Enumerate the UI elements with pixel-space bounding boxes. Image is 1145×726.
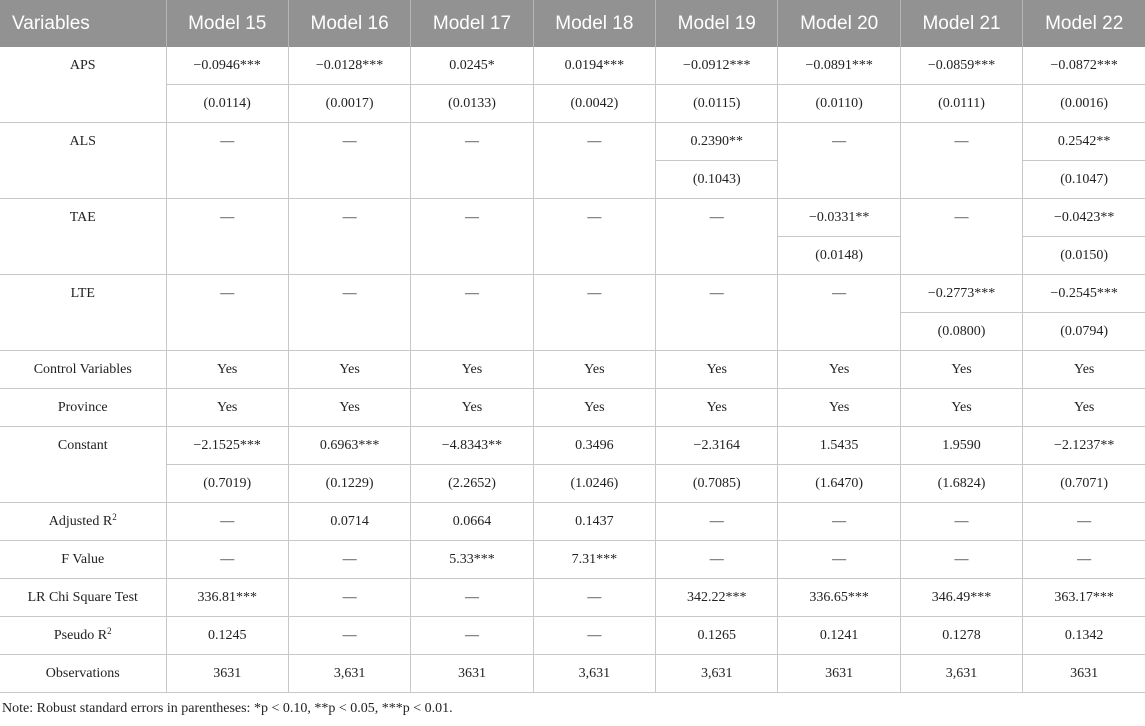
coef-cell: −0.0946*** — [166, 47, 288, 85]
coef-cell: — — [900, 123, 1022, 199]
value-cell: Yes — [288, 351, 410, 389]
row-lte-coef — [0, 275, 1145, 313]
se-cell: (2.2652) — [411, 465, 533, 503]
se-cell: (0.0111) — [900, 85, 1022, 123]
se-cell: (0.0115) — [656, 85, 778, 123]
coef-cell: −2.3164 — [656, 427, 778, 465]
coef-cell: 0.0245* — [411, 47, 533, 85]
coef-cell: — — [533, 199, 655, 275]
se-cell: (1.0246) — [533, 465, 655, 503]
value-cell: Yes — [1023, 389, 1145, 427]
coef-cell: — — [288, 199, 410, 275]
value-cell: Yes — [900, 389, 1022, 427]
coef-cell: — — [411, 275, 533, 351]
coef-cell: −0.2773*** — [900, 275, 1022, 313]
value-cell: 0.0714 — [288, 503, 410, 541]
value-cell: 0.1278 — [900, 617, 1022, 655]
header-model-21: Model 21 — [900, 0, 1022, 47]
coef-cell: −0.0891*** — [778, 47, 900, 85]
value-cell: — — [411, 579, 533, 617]
value-cell: — — [166, 541, 288, 579]
coef-cell: 0.0194*** — [533, 47, 655, 85]
header-model-19: Model 19 — [656, 0, 778, 47]
header-model-22: Model 22 — [1023, 0, 1145, 47]
coef-cell: — — [288, 275, 410, 351]
row-label-constant: Constant — [0, 427, 166, 503]
coef-cell: — — [656, 275, 778, 351]
coef-cell: — — [533, 123, 655, 199]
se-cell: (1.6824) — [900, 465, 1022, 503]
se-cell: (0.0016) — [1023, 85, 1145, 123]
row-label-aps: APS — [0, 47, 166, 123]
header-row — [0, 0, 1145, 47]
value-cell: 0.0664 — [411, 503, 533, 541]
coef-cell: −0.0128*** — [288, 47, 410, 85]
value-cell: — — [778, 503, 900, 541]
value-cell: — — [778, 541, 900, 579]
coef-cell: −0.0859*** — [900, 47, 1022, 85]
value-cell: 336.81*** — [166, 579, 288, 617]
value-cell: Yes — [411, 389, 533, 427]
value-cell: — — [1023, 541, 1145, 579]
se-cell: (0.0148) — [778, 237, 900, 275]
value-cell: 0.1265 — [656, 617, 778, 655]
value-cell: 0.1437 — [533, 503, 655, 541]
value-cell: 3,631 — [288, 655, 410, 693]
se-cell: (0.0114) — [166, 85, 288, 123]
value-cell: Yes — [533, 389, 655, 427]
coef-cell: — — [778, 275, 900, 351]
coef-cell: 0.6963*** — [288, 427, 410, 465]
se-cell: (0.0800) — [900, 313, 1022, 351]
value-cell: Yes — [656, 351, 778, 389]
value-cell: — — [166, 503, 288, 541]
value-cell: 3631 — [411, 655, 533, 693]
row-constant-se — [0, 465, 1145, 503]
value-cell: 336.65*** — [778, 579, 900, 617]
se-cell: (0.0150) — [1023, 237, 1145, 275]
value-cell: — — [411, 617, 533, 655]
value-cell: 7.31*** — [533, 541, 655, 579]
coef-cell: — — [533, 275, 655, 351]
value-cell: Yes — [1023, 351, 1145, 389]
value-cell: — — [900, 541, 1022, 579]
value-cell: 3631 — [166, 655, 288, 693]
coef-cell: −2.1525*** — [166, 427, 288, 465]
value-cell: 5.33*** — [411, 541, 533, 579]
se-cell: (0.0794) — [1023, 313, 1145, 351]
header-model-20: Model 20 — [778, 0, 900, 47]
row-observations — [0, 655, 1145, 693]
se-cell: (0.7019) — [166, 465, 288, 503]
value-cell: 3631 — [778, 655, 900, 693]
value-cell: Yes — [778, 351, 900, 389]
coef-cell: −0.0912*** — [656, 47, 778, 85]
value-cell: Yes — [778, 389, 900, 427]
value-cell: — — [656, 541, 778, 579]
se-cell: (0.0017) — [288, 85, 410, 123]
coef-cell: −0.2545*** — [1023, 275, 1145, 313]
coef-cell: 0.3496 — [533, 427, 655, 465]
value-cell: Yes — [533, 351, 655, 389]
value-cell: 0.1245 — [166, 617, 288, 655]
value-cell: 363.17*** — [1023, 579, 1145, 617]
value-cell: Yes — [656, 389, 778, 427]
value-cell: — — [1023, 503, 1145, 541]
coef-cell: — — [900, 199, 1022, 275]
value-cell: — — [288, 617, 410, 655]
value-cell: — — [900, 503, 1022, 541]
row-province — [0, 389, 1145, 427]
coef-cell: — — [166, 199, 288, 275]
row-label-province: Province — [0, 389, 166, 427]
se-cell: (0.1229) — [288, 465, 410, 503]
value-cell: — — [533, 579, 655, 617]
value-cell: 3,631 — [900, 655, 1022, 693]
value-cell: — — [533, 617, 655, 655]
value-cell: 3,631 — [533, 655, 655, 693]
coef-cell: 1.9590 — [900, 427, 1022, 465]
row-f-value — [0, 541, 1145, 579]
value-cell: 0.1241 — [778, 617, 900, 655]
value-cell: 3631 — [1023, 655, 1145, 693]
coef-cell: — — [656, 199, 778, 275]
row-label-pseudo-r2: Pseudo $R^2$ — [0, 617, 166, 655]
se-cell: (0.1043) — [656, 161, 778, 199]
table-note: Note: Robust standard errors in parentheses: *p < 0.10, **p < 0.05, ***p < 0.01. — [2, 701, 453, 716]
coef-cell: — — [288, 123, 410, 199]
se-cell: (1.6470) — [778, 465, 900, 503]
coef-cell: −2.1237** — [1023, 427, 1145, 465]
row-pseudo-r2 — [0, 617, 1145, 655]
coef-cell: 1.5435 — [778, 427, 900, 465]
header-model-16: Model 16 — [288, 0, 410, 47]
se-cell: (0.7085) — [656, 465, 778, 503]
coef-cell: −0.0331** — [778, 199, 900, 237]
coef-cell: — — [411, 123, 533, 199]
value-cell: 346.49*** — [900, 579, 1022, 617]
se-cell: (0.0042) — [533, 85, 655, 123]
header-model-15: Model 15 — [166, 0, 288, 47]
row-adjusted-r2 — [0, 503, 1145, 541]
header-model-18: Model 18 — [533, 0, 655, 47]
coef-cell: — — [166, 275, 288, 351]
row-label-lr-chi-square: LR Chi Square Test — [0, 579, 166, 617]
value-cell: Yes — [166, 351, 288, 389]
row-lr-chi-square — [0, 579, 1145, 617]
row-label-adjusted-r2: Adjusted $R^2$ — [0, 503, 166, 541]
value-cell: 0.1342 — [1023, 617, 1145, 655]
coef-cell: — — [411, 199, 533, 275]
se-cell: (0.1047) — [1023, 161, 1145, 199]
row-tae-coef — [0, 199, 1145, 237]
coef-cell: −0.0423** — [1023, 199, 1145, 237]
value-cell: — — [288, 541, 410, 579]
row-aps-coef — [0, 47, 1145, 85]
se-cell: (0.0110) — [778, 85, 900, 123]
row-label-als: ALS — [0, 123, 166, 199]
header-model-17: Model 17 — [411, 0, 533, 47]
row-label-observations: Observations — [0, 655, 166, 693]
row-label-control: Control Variables — [0, 351, 166, 389]
value-cell: Yes — [900, 351, 1022, 389]
coef-cell: −4.8343** — [411, 427, 533, 465]
value-cell: Yes — [411, 351, 533, 389]
row-control-variables — [0, 351, 1145, 389]
coef-cell: — — [166, 123, 288, 199]
value-cell: 342.22*** — [656, 579, 778, 617]
coef-cell: — — [778, 123, 900, 199]
coef-cell: −0.0872*** — [1023, 47, 1145, 85]
value-cell: — — [656, 503, 778, 541]
coef-cell: 0.2542** — [1023, 123, 1145, 161]
value-cell: Yes — [166, 389, 288, 427]
value-cell: Yes — [288, 389, 410, 427]
header-variables: Variables — [0, 0, 166, 47]
row-label-tae: TAE — [0, 199, 166, 275]
row-constant-coef — [0, 427, 1145, 465]
coef-cell: 0.2390** — [656, 123, 778, 161]
se-cell: (0.7071) — [1023, 465, 1145, 503]
row-label-f-value: F Value — [0, 541, 166, 579]
se-cell: (0.0133) — [411, 85, 533, 123]
value-cell: — — [288, 579, 410, 617]
row-aps-se — [0, 85, 1145, 123]
value-cell: 3,631 — [656, 655, 778, 693]
row-als-coef — [0, 123, 1145, 161]
row-label-lte: LTE — [0, 275, 166, 351]
